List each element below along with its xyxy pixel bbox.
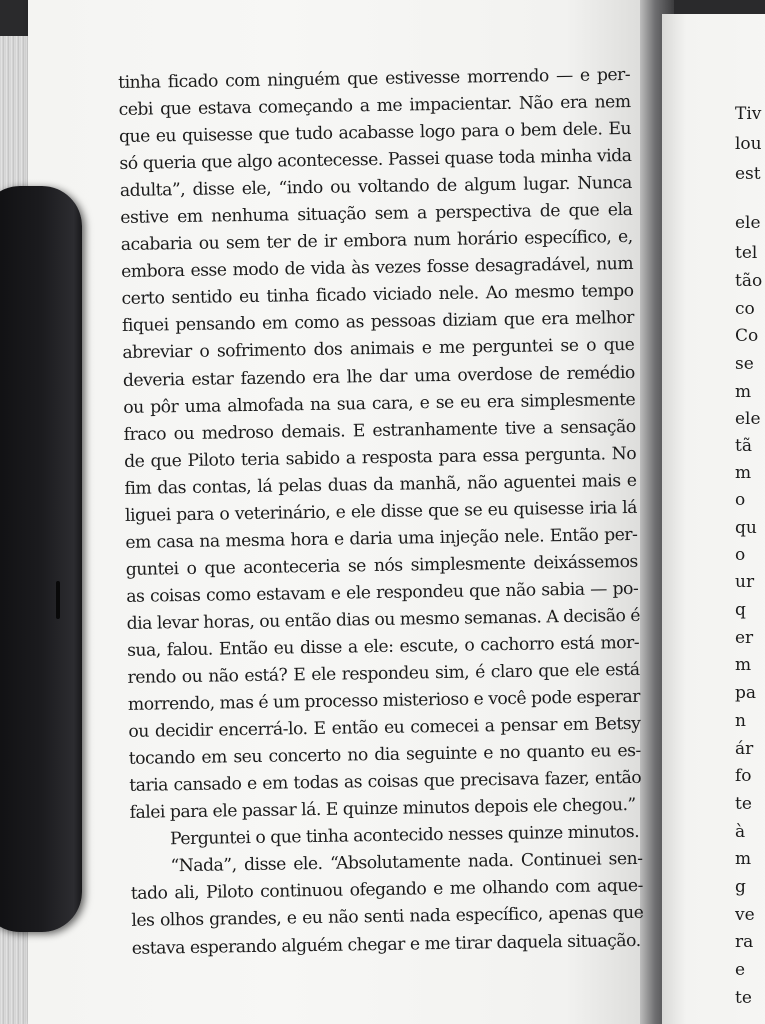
text-line: as coisas como estavam e ele respondeu que não sabia — po-	[126, 578, 639, 607]
phone-side-button	[56, 581, 60, 619]
text-line: les olhos grandes, e eu não senti nada específico, apenas que	[131, 903, 644, 932]
text-line: rendo ou não está? E ele respondeu sim, é claro que ele está	[127, 659, 640, 688]
text-line: guntei o que aconteceria se nós simplesmente deixássemos	[125, 551, 638, 580]
text-line: deveria estar fazendo era lhe dar uma overdose de remédio	[122, 362, 635, 391]
right-page-fragment: qu	[735, 518, 757, 538]
right-page-fragment: est	[735, 164, 761, 184]
text-line: liguei para o veterinário, e ele disse que se eu quisesse iria lá	[124, 497, 638, 526]
right-page-fragment: ra	[735, 932, 754, 952]
text-line: adulta”, disse ele, “indo ou voltando de algum lugar. Nunca	[119, 173, 632, 202]
right-page-fragment: m	[735, 849, 752, 869]
text-line: fraco ou medroso demais. E estranhamente tive a sensação	[123, 416, 636, 445]
text-line: falei para ele passar lá. E quinze minutos depois ele chegou.”	[129, 795, 636, 824]
right-page-fragment: Co	[735, 326, 759, 346]
text-line: de que Piloto teria sabido a resposta para essa pergunta. No	[123, 443, 637, 472]
right-page-fragment: o	[735, 545, 746, 565]
right-page-fragment: à	[735, 822, 746, 842]
right-page-fragment: ár	[735, 739, 754, 759]
text-line: dia levar horas, ou então dias ou mesmo semanas. A decisão é	[126, 605, 641, 634]
text-line: fiquei pensando em como as pessoas diziam que era melhor	[121, 308, 635, 337]
right-page-fragment: e	[735, 960, 746, 980]
right-page-fragment: ele	[735, 409, 761, 429]
right-page-fragment: te	[735, 794, 752, 814]
right-page-fragment: Tiv	[735, 104, 762, 124]
right-page-fragment: ele	[735, 213, 761, 233]
right-page-fragment: g	[735, 877, 746, 897]
text-line: certo sentido eu tinha ficado viciado nele. Ao mesmo tempo	[121, 281, 634, 310]
text-line: acabaria ou sem ter de ir embora num horário específico, e,	[120, 227, 633, 256]
text-line: abreviar o sofrimento dos animais e me perguntei se o que	[122, 335, 635, 364]
right-page-fragment: er	[735, 628, 754, 648]
left-page-text	[118, 62, 652, 963]
text-line: sua, falou. Então eu disse a ele: escute, o cachorro está mor-	[126, 632, 640, 661]
right-page-fragment: tel	[735, 243, 758, 263]
text-line: que eu quisesse que tudo acabasse logo para o bem dele. Eu	[118, 119, 632, 148]
text-line: estive em nenhuma situação sem a perspectiva de que ela	[120, 200, 633, 229]
right-page-fragment: se	[735, 354, 754, 374]
text-line: em casa na mesma hora e daria uma injeção nele. Então per-	[125, 524, 638, 553]
right-page-fragment: n	[735, 711, 746, 731]
text-line: tocando em seu concerto no dia seguinte e no quanto eu es-	[128, 741, 641, 770]
text-line: fim das contas, lá pelas duas da manhã, não aguentei mais e	[124, 470, 637, 499]
right-page-fragment: m	[735, 382, 752, 402]
text-line: Perguntei o que tinha acontecido nesses quinze minutos.	[169, 822, 640, 850]
right-page-fragment: co	[735, 299, 755, 319]
text-line: ou pôr uma almofada na sua cara, e se eu era simplesmente	[123, 389, 636, 418]
text-line: morrendo, mas é um processo misterioso e você pode esperar	[127, 686, 641, 715]
right-page-fragment: tã	[735, 436, 752, 456]
right-page-fragment: lou	[735, 134, 762, 154]
text-line: “Nada”, disse ele. “Absolutamente nada. Continuei sen-	[170, 849, 643, 877]
text-line: ou decidir encerrá-lo. E então eu comecei a pensar em Betsy	[128, 714, 641, 743]
text-line: cebi que estava começando a me impacientar. Não era nem	[118, 92, 631, 121]
text-line: embora esse modo de vida às vezes fosse desagradável, num	[121, 254, 634, 283]
text-line: estava esperando alguém chegar e me tirar daquela situação.	[131, 930, 641, 959]
right-page-fragment: tão	[735, 271, 763, 291]
text-line: tado ali, Piloto continuou ofegando e me olhando com aque-	[130, 876, 644, 905]
right-page-fragment: te	[735, 988, 752, 1008]
right-page-fragment: ve	[735, 905, 755, 925]
phone	[0, 186, 82, 932]
right-page-fragment: m	[735, 655, 752, 675]
text-line: tinha ficado com ninguém que estivesse morrendo — e per-	[118, 64, 631, 93]
right-page-fragment: ur	[735, 572, 755, 592]
right-page-fragment: pa	[735, 683, 757, 703]
right-page-fragment: o	[735, 490, 746, 510]
text-line: taria cansado e em todas as coisas que precisava fazer, então	[129, 768, 642, 797]
text-line: só queria que algo acontecesse. Passei quase toda minha vida	[119, 146, 632, 175]
right-page-fragment: m	[735, 463, 752, 483]
right-page-fragment: fo	[735, 766, 752, 786]
right-page-fragment: q	[735, 600, 746, 620]
